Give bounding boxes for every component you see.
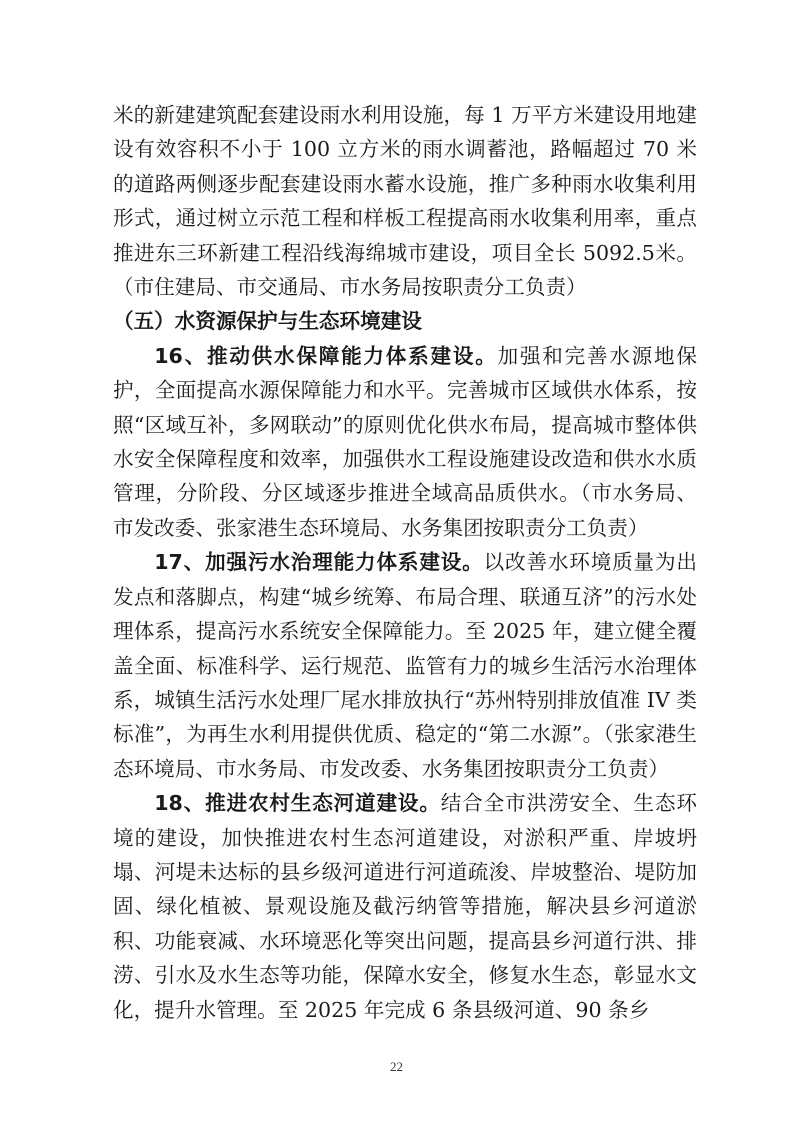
paragraph-item-17 [113, 545, 697, 786]
item-16-title: 16、推动供水保障能力体系建设。 [154, 343, 498, 368]
paragraph-rainwater-continuation: 米的新建建筑配套建设雨水利用设施，每 1 万平方米建设用地建设有效容积不小于 100 立方米的雨水调蓄池，路幅超过 70 米的道路两侧逐步配套建设雨水蓄水设施，推广多种雨水收集利用形式，通过树立示范工程和样板工程提高雨水收集利用率，重点推进东三环新建工程沿线海绵城市建设，项目全长 5092.5米。（市住建局、市交通局、市水务局按职责分工负责） [113, 103, 697, 300]
paragraph-item-16 [113, 339, 697, 545]
item-16-body: 加强和完善水源地保护，全面提高水源保障能力和水平。完善城市区域供水体系，按照“区域互补，多网联动”的原则优化供水布局，提高城市整体供水安全保障程度和效率，加强供水工程设施建设改造和供水水质管理，分阶段、分区域逐步推进全域高品质供水。（市水务局、市发改委、张家港生态环境局、水务集团按职责分工负责） [113, 343, 697, 540]
item-18-body: 结合全市洪涝安全、生态环境的建设，加快推进农村生态河道建设，对淤积严重、岸坡坍塌、河堤未达标的县乡级河道进行河道疏浚、岸坡整治、堤防加固、绿化植被、景观设施及截污纳管等措施，解决县乡河道淤积、功能衰减、水环境恶化等突出问题，提高县乡河道行洪、排涝、引水及水生态等功能，保障水安全，修复水生态，彰显水文化，提升水管理。至 2025 年完成 6 条县级河道、90 条乡 [113, 791, 697, 1022]
document-body [113, 98, 697, 1027]
item-17-body: 以改善水环境质量为出发点和落脚点，构建“城乡统筹、布局合理、联通互济”的污水处理体系，提高污水系统安全保障能力。至 2025 年，建立健全覆盖全面、标准科学、运行规范、监管有力的城乡生活污水治理体系，城镇生活污水处理厂尾水排放执行“苏州特别排放值准 IV 类标准”，为再生水利用提供优质、稳定的“第二水源”。（张家港生态环境局、市水务局、市发改委、水务集团按职责分工负责） [113, 550, 697, 781]
item-17-title: 17、加强污水治理能力体系建设。 [154, 550, 484, 575]
paragraph-item-18 [113, 786, 697, 1027]
page-number: 22 [390, 1059, 403, 1074]
section-heading-water-resources: （五）水资源保护与生态环境建设 [113, 309, 422, 334]
item-18-title: 18、推进农村生态河道建设。 [154, 791, 441, 816]
